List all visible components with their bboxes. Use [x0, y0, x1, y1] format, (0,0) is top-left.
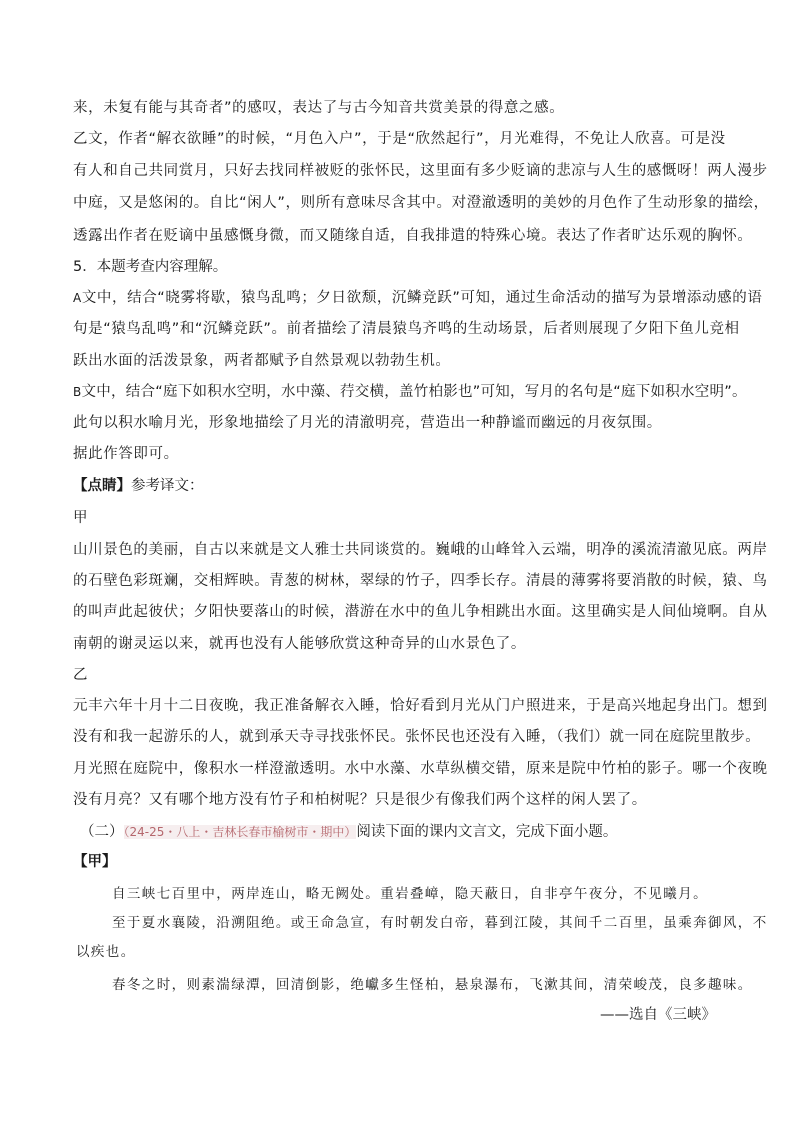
- translation-line: 山川景色的美丽，自古以来就是文人雅士共同谈赏的。巍峨的山峰耸入云端，明净的溪流清澈见底。两岸: [73, 542, 768, 558]
- question-number: 5．: [73, 259, 97, 275]
- passage-line: 自三峡七百里中，两岸连山，略无阙处。重岩叠嶂，隐天蔽日，自非亭午夜分，不见曦月。: [112, 886, 708, 902]
- analysis-line: 有人和自己共同赏月，只好去找同样被贬的张怀民，这里面有多少贬谪的悲凉与人生的感慨呀！两人漫步: [73, 163, 768, 179]
- translation-line: 月光照在庭院中，像积水一样澄澈透明。水中水藻、水草纵横交错，原来是院中竹柏的影子。哪一个夜晚: [73, 761, 768, 777]
- analysis-line: 中庭，又是悠闲的。自比“闲人”，则所有意味尽含其中。对澄澈透明的美妙的月色作了生动形象的描绘，: [73, 195, 769, 211]
- section-instruction: 阅读下面的课内文言文，完成下面小题。: [356, 824, 618, 840]
- translation-line: 的叫声此起彼伏；夕阳快要落山的时候，潜游在水中的鱼儿争相跳出水面。这里确实是人间仙境啊。自从: [73, 604, 768, 620]
- answer-a-line: 跃出水面的活泼景象，两者都赋予自然景观以勃勃生机。: [73, 353, 451, 369]
- analysis-line: 乙文，作者“解衣欲睡”的时候，“月色入户”，于是“欣然起行”，月光难得，不免让人欣喜。可是没: [73, 131, 726, 147]
- conclusion-line: 据此作答即可。: [73, 446, 179, 462]
- translation-line: 没有月亮？又有哪个地方没有竹子和柏树呢？只是很少有像我们两个这样的闲人罢了。: [73, 792, 647, 808]
- translation-yi-label: 乙: [73, 667, 88, 683]
- analysis-line: 来，未复有能与其奇者”的感叹，表达了与古今知音共赏美景的得意之感。: [73, 100, 565, 116]
- question-5-heading: [73, 257, 227, 277]
- translation-label: 参考译文：: [131, 478, 204, 494]
- translation-jia-label: 甲: [73, 510, 88, 526]
- passage-line: 至于夏水襄陵，沿溯阻绝。或王命急宣，有时朝发白帝，暮到江陵，其间千二百里，虽乘奔御风，不: [112, 915, 768, 931]
- highlight-label: 【点睛】: [73, 478, 131, 494]
- question-heading-text: 本题考查内容理解。: [96, 259, 228, 275]
- translation-line: 元丰六年十月十二日夜晚，我正准备解衣入睡，恰好看到月光从门户照进来，于是高兴地起身出门。想到: [73, 698, 768, 714]
- option-letter-b: B: [73, 385, 82, 399]
- passage-attribution: ——选自《三峡》: [600, 1007, 716, 1023]
- answer-b-line: [73, 382, 747, 402]
- translation-line: 南朝的谢灵运以来，就再也没有人能够欣赏这种奇异的山水景色了。: [73, 636, 526, 652]
- answer-a-line: 句是“猿鸟乱鸣”和“沉鳞竞跃”。前者描绘了清晨猿鸟齐鸣的生动场景，后者则展现了夕阳下鱼儿竞相: [73, 321, 740, 337]
- answer-a-line: [73, 288, 762, 308]
- option-letter-a: A: [73, 291, 82, 305]
- passage-jia-label: 【甲】: [73, 854, 117, 870]
- answer-b-text: 文中，结合“庭下如积水空明，水中藻、荇交横，盖竹柏影也”可知，写月的名句是“庭下如积水空明”。: [81, 384, 747, 400]
- passage-line: 以疾也。: [76, 944, 136, 960]
- section-2-heading: [80, 822, 617, 842]
- translation-line: 没有和我一起游乐的人，就到承天寺寻找张怀民。张怀民也还没有入睡，（我们）就一同在庭院里散步。: [73, 729, 761, 745]
- source-tag: （24-25・八上・吉林长春市榆树市・期中）: [123, 825, 357, 839]
- passage-line: 春冬之时，则素湍绿潭，回清倒影，绝巘多生怪柏，悬泉瀑布，飞漱其间，清荣峻茂，良多趣味。: [112, 977, 753, 993]
- translation-heading: [73, 476, 204, 496]
- analysis-line: 透露出作者在贬谪中虽感慨身微，而又随缘自适，自我排遣的特殊心境。表达了作者旷达乐观的胸怀。: [73, 228, 753, 244]
- section-number: （二）: [80, 824, 124, 840]
- translation-line: 的石壁色彩斑斓，交相辉映。青葱的树林，翠绿的竹子，四季长存。清晨的薄雾将要消散的时候，猿、鸟: [73, 573, 768, 589]
- answer-b-line: 此句以积水喻月光，形象地描绘了月光的清澈明亮，营造出一种静谧而幽远的月夜氛围。: [73, 415, 662, 431]
- answer-a-text: 文中，结合“晓雾将歇，猿鸟乱鸣；夕日欲颓，沉鳞竞跃”可知，通过生命活动的描写为景增添动感的语: [81, 290, 763, 306]
